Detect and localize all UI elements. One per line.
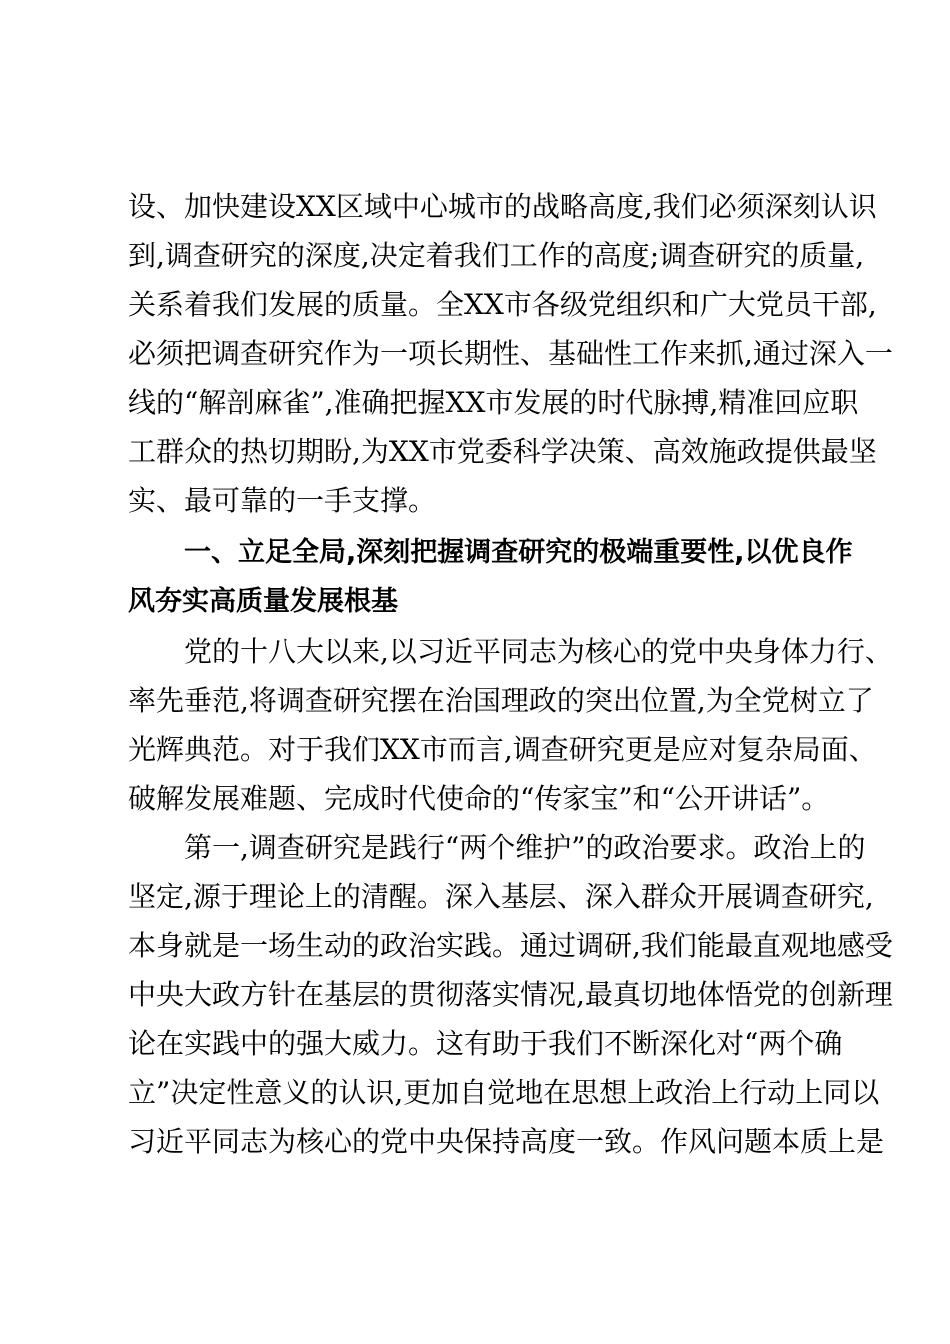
text-line: 必须把调查研究作为一项长期性、基础性工作来抓,通过深入一 (128, 337, 893, 370)
text-line: 线的“解剖麻雀”,准确把握XX市发展的时代脉搏,精准回应职 (128, 386, 859, 419)
section-heading-line: 风夯实高质量发展根基 (128, 586, 398, 617)
text-line: 中央大政方针在基层的贯彻落实情况,最真切地体悟党的创新理 (128, 978, 893, 1011)
text-line: 论在实践中的强大威力。这有助于我们不断深化对“两个确 (128, 1027, 843, 1060)
text-line: 第一,调查研究是践行“两个维护”的政治要求。政治上的 (184, 831, 866, 864)
text-line: 破解发展难题、完成时代使命的“传家宝”和“公开讲话”。 (128, 782, 830, 815)
text-line: 关系着我们发展的质量。全XX市各级党组织和广大党员干部, (128, 288, 877, 321)
text-line: 习近平同志为核心的党中央保持高度一致。作风问题本质上是 (128, 1125, 885, 1158)
text-line: 到,调查研究的深度,决定着我们工作的高度;调查研究的质量, (128, 239, 865, 272)
text-line: 党的十八大以来,以习近平同志为核心的党中央身体力行、 (184, 635, 893, 668)
section-heading-line: 一、立足全局,深刻把握调查研究的极端重要性,以优良作 (184, 537, 853, 568)
text-line: 坚定,源于理论上的清醒。深入基层、深入群众开展调查研究, (128, 880, 874, 913)
text-line: 立”决定性意义的认识,更加自觉地在思想上政治上行动上同以 (128, 1076, 880, 1109)
text-line: 设、加快建设XX区域中心城市的战略高度,我们必须深刻认识 (128, 190, 877, 223)
text-line: 率先垂范,将调查研究摆在治国理政的突出位置,为全党树立了 (128, 684, 874, 717)
text-line: 工群众的热切期盼,为XX市党委科学决策、高效施政提供最坚 (128, 435, 877, 468)
text-line: 光辉典范。对于我们XX市而言,调查研究更是应对复杂局面、 (128, 733, 877, 766)
text-line: 本身就是一场生动的政治实践。通过调研,我们能最直观地感受 (128, 929, 893, 962)
text-line: 实、最可靠的一手支撑。 (128, 484, 437, 517)
